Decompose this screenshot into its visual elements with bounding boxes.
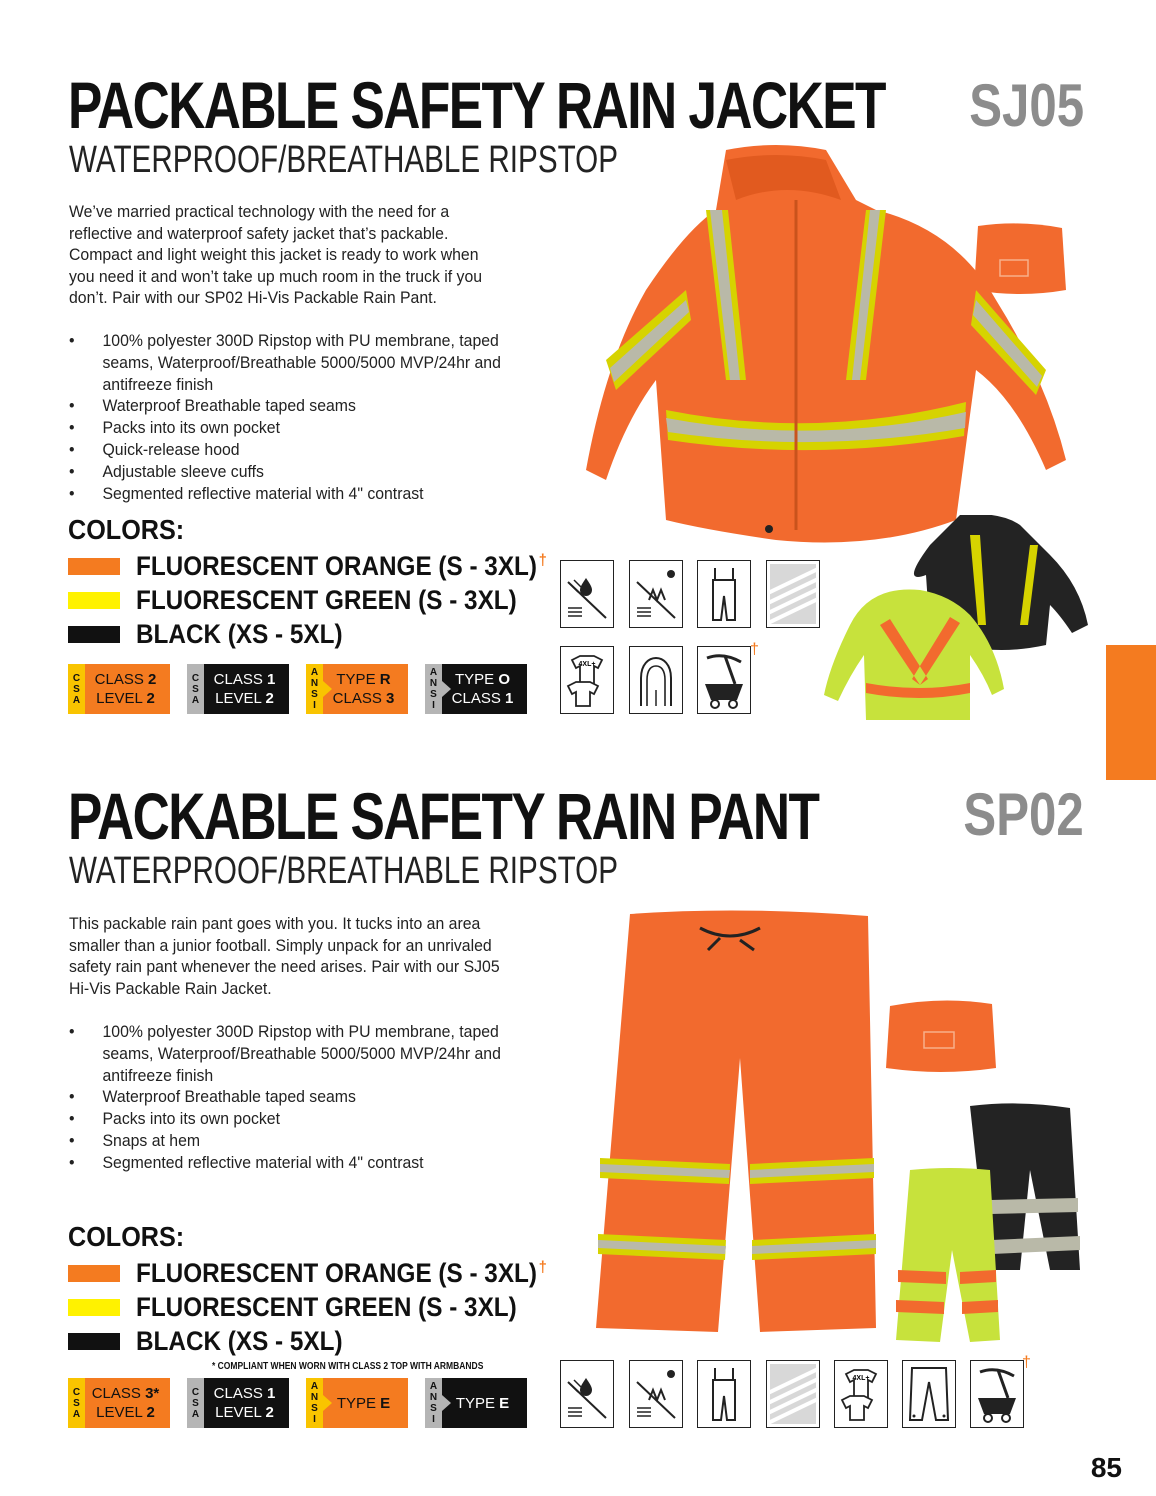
ansi-type-badge: A N S I TYPE E (425, 1378, 527, 1428)
big-sizes-icon (560, 646, 614, 714)
ansi-type-badge: A N S I TYPE O CLASS 1 (425, 664, 527, 714)
jacket-code: SJ05 (969, 72, 1084, 139)
pant-color-orange (68, 1260, 592, 1287)
color-swatch (68, 1299, 120, 1316)
green-and-black-jacket-photo (820, 515, 1096, 725)
mining-icon (697, 646, 751, 714)
list-item: • Segmented reflective material with 4" contrast (69, 1152, 553, 1174)
waterproof-icon (560, 1360, 614, 1428)
packed-jacket-pouch-photo (970, 220, 1070, 300)
pant-color-black (68, 1328, 366, 1355)
orange-jacket-photo (576, 140, 1076, 560)
csa-class-badge: C S A CLASS 1 LEVEL 2 (187, 1378, 289, 1428)
list-item: • Quick-release hood (69, 439, 553, 461)
pant-code: SP02 (963, 781, 1084, 848)
csa-class-badge: C S A CLASS 1 LEVEL 2 (187, 664, 289, 714)
reflective-tape-icon (766, 1360, 820, 1428)
mining-dagger: † (750, 641, 759, 658)
ansi-type-badge: A N S I TYPE R CLASS 3 (306, 664, 408, 714)
list-item: • Waterproof Breathable taped seams (69, 1086, 553, 1108)
list-item: • 100% polyester 300D Ripstop with PU membrane, taped seams, Waterproof/Breathable 5000/5000 MVP/24hr and antifreeze finish (69, 1021, 553, 1086)
color-swatch (68, 592, 120, 609)
color-label: FLUORESCENT ORANGE (S - 3XL) † (136, 551, 547, 581)
color-label: FLUORESCENT GREEN (S - 3XL) (136, 585, 517, 615)
pant-title: PACKABLE SAFETY RAIN PANT (68, 779, 819, 853)
color-label: BLACK (XS - 5XL) (136, 1326, 343, 1356)
page-number: 85 (1090, 1452, 1122, 1483)
breathable-icon (629, 1360, 683, 1428)
list-item: • Snaps at hem (69, 1130, 553, 1152)
list-item: • Adjustable sleeve cuffs (69, 461, 553, 483)
hood-icon (629, 646, 683, 714)
green-and-black-pant-photo (890, 1100, 1086, 1350)
compliance-note: * COMPLIANT WHEN WORN WITH CLASS 2 TOP WITH ARMBANDS (212, 1361, 484, 1372)
breathable-icon (629, 560, 683, 628)
csa-class-badge: C S A CLASS 3* LEVEL 2 (68, 1378, 170, 1428)
list-item: • Packs into its own pocket (69, 1108, 553, 1130)
waterproof-icon (560, 560, 614, 628)
big-sizes-icon (834, 1360, 888, 1428)
bib-overall-icon (697, 560, 751, 628)
jacket-description: We’ve married practical technology with the need for a reflective and waterproof safety jacket that’s packable. Compact and light weight this jacket is ready to work when you need it and won’t take up much room in the truck if you don’t. Pair with our SP02 Hi-Vis Packable Rain Pant. (69, 202, 483, 307)
color-label: BLACK (XS - 5XL) (136, 619, 343, 649)
reflective-tape-icon (766, 560, 820, 628)
jacket-color-orange (68, 553, 592, 580)
jacket-subtitle: WATERPROOF/BREATHABLE RIPSTOP (69, 139, 618, 181)
pant-colors-heading: COLORS: (68, 1221, 185, 1252)
mining-dagger: † (1022, 1354, 1031, 1371)
svg-text:4XL+: 4XL+ (852, 1375, 870, 1382)
list-item: • Segmented reflective material with 4" contrast (69, 483, 553, 505)
pant-subtitle: WATERPROOF/BREATHABLE RIPSTOP (69, 850, 618, 892)
section-tab (1106, 645, 1156, 780)
pant-feature-list (69, 1021, 553, 1174)
bib-overall-icon (697, 1360, 751, 1428)
ansi-type-badge: A N S I TYPE E (306, 1378, 408, 1428)
list-item: • 100% polyester 300D Ripstop with PU membrane, taped seams, Waterproof/Breathable 5000/5000 MVP/24hr and antifreeze finish (69, 330, 553, 395)
color-swatch (68, 1265, 120, 1282)
pant-description: This packable rain pant goes with you. It tucks into an area smaller than a junior football. Simply unpack for an unrivaled safety rain pant whenever the need arises. Pair with our SJ05 Hi-Vis Packable Rain Jacket. (69, 914, 500, 998)
color-swatch (68, 1333, 120, 1350)
pants-icon (902, 1360, 956, 1428)
svg-text:4XL+: 4XL+ (578, 661, 596, 668)
list-item: • Waterproof Breathable taped seams (69, 395, 553, 417)
packed-pant-pouch-photo (884, 996, 1000, 1078)
jacket-color-green (68, 587, 559, 614)
jacket-colors-heading: COLORS: (68, 514, 185, 545)
jacket-color-black (68, 621, 366, 648)
pant-color-green (68, 1294, 559, 1321)
csa-class-badge: C S A CLASS 2 LEVEL 2 (68, 664, 170, 714)
color-swatch (68, 558, 120, 575)
orange-pant-photo (590, 908, 890, 1338)
color-label: FLUORESCENT GREEN (S - 3XL) (136, 1292, 517, 1322)
jacket-title: PACKABLE SAFETY RAIN JACKET (68, 68, 885, 142)
color-label: FLUORESCENT ORANGE (S - 3XL) † (136, 1258, 547, 1288)
jacket-feature-list (69, 330, 553, 504)
color-swatch (68, 626, 120, 643)
mining-icon (970, 1360, 1024, 1428)
list-item: • Packs into its own pocket (69, 417, 553, 439)
